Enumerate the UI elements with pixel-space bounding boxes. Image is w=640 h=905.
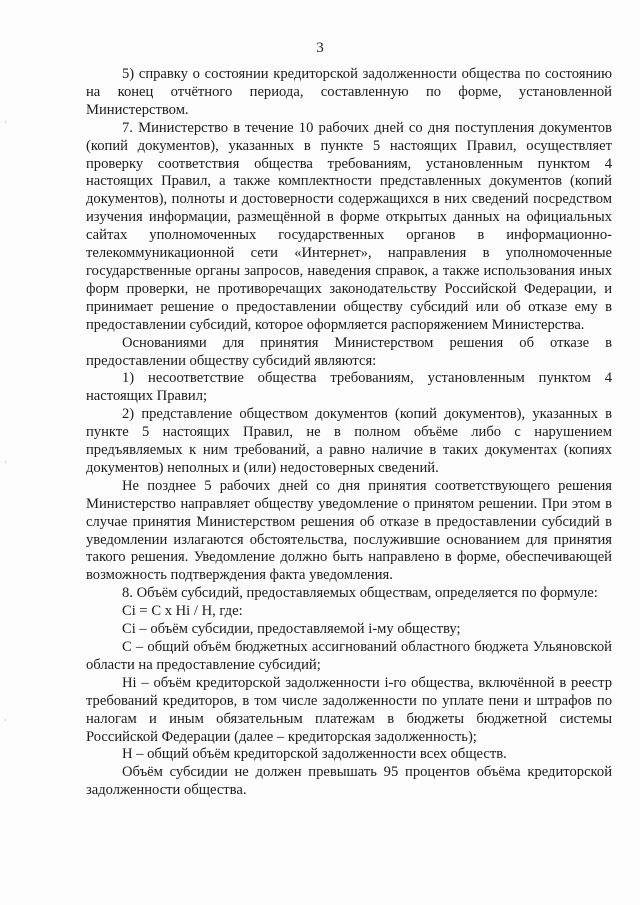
paragraph-subsidy-limit: Объём субсидии не должен превышать 95 процентов объёма кредиторской задолженности общества. (86, 764, 612, 799)
margin-mark: · (4, 118, 7, 128)
paragraph-clause-8: 8. Объём субсидий, предоставляемых обществам, определяется по формуле: (122, 585, 598, 602)
definition-ci: Ci – объём субсидии, предоставляемой i-му обществу; (122, 621, 461, 638)
definition-h: H – общий объём кредиторской задолженности всех обществ. (122, 746, 507, 763)
margin-mark: · (4, 458, 7, 468)
paragraph-ground-2: 2) представление обществом документов (копий документов), указанных в пункте 5 настоящих Правил, не в полном объёме либо с нарушением предъявляемых к ним требований, а равно наличие в таких документах (копиях документов) неполных и (или) недостоверных сведений. (86, 406, 612, 476)
definition-hi: Hi – объём кредиторской задолженности i-го общества, включённой в реестр требований кредиторов, в том числе задолженности по уплате пени и штрафов по налогам и иным обязательным платежам в бюджеты бюджетной системы Российской Федерации (далее – кредиторская задолженность); (86, 674, 612, 745)
paragraph-clause-7: 7. Министерство в течение 10 рабочих дней со дня поступления документов (копий документов), указанных в пункте 5 настоящих Правил, осуществляет проверку соответствия общества требованиям, установленным пунктом 4 настоящих Правил, а также комплектности представленных документов (копий документов), полноты и достоверности содержащихся в них сведений посредством изучения информации, размещённой в форме открытых данных на официальных сайтах уполномоченных государственных органов в информационно-телекоммуникационной сети «Интернет», направления в уполномоченные государственные органы запросов, наведения справок, а также использования иных форм проверки, не противоречащих законодательству Российской Федерации, и принимает решение о предоставлении обществу субсидий или об отказе ему в предоставлении субсидий, которое оформляется распоряжением Министерства. (86, 119, 612, 333)
paragraph-item-5: 5) справку о состоянии кредиторской задолженности общества по состоянию на конец отчётного периода, составленную по форме, установленной Министерством. (86, 66, 612, 118)
definition-c: C – общий объём бюджетных ассигнований областного бюджета Ульяновской области на предоставление субсидий; (86, 639, 612, 673)
formula: Ci = C x Hi / H, где: (122, 603, 243, 620)
document-body (86, 66, 612, 800)
page-number: 3 (316, 40, 324, 56)
paragraph-refusal-grounds: Основаниями для принятия Министерством решения об отказе в предоставлении обществу субсидий являются: (86, 334, 612, 369)
margin-mark: · (4, 716, 7, 726)
paragraph-notification: Не позднее 5 рабочих дней со дня принятия соответствующего решения Министерство направляет обществу уведомление о принятом решении. При этом в случае принятия Министерством решения об отказе в предоставлении субсидий в уведомлении излагаются обстоятельства, послужившие основанием для принятия такого решения. Уведомление должно быть направлено в форме, обеспечивающей возможность подтверждения факта уведомления. (86, 477, 612, 584)
paragraph-ground-1: 1) несоответствие общества требованиям, установленным пунктом 4 настоящих Правил; (86, 370, 612, 405)
